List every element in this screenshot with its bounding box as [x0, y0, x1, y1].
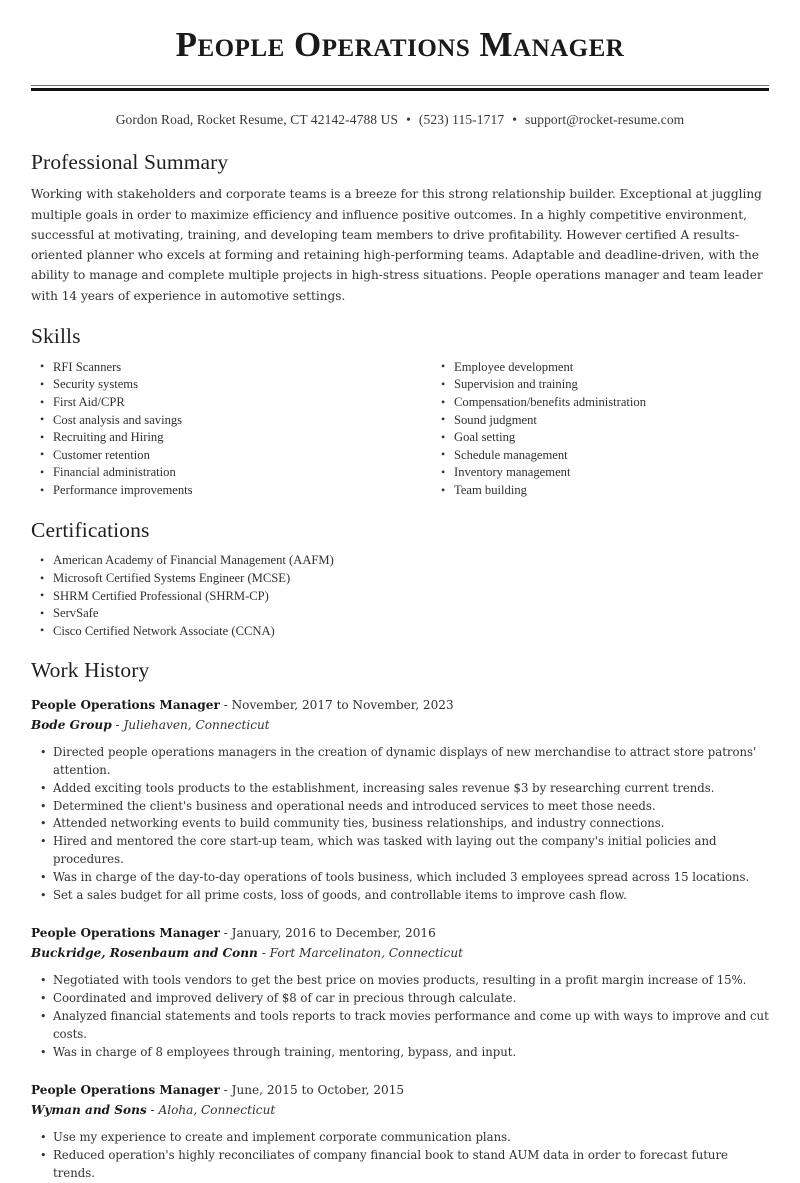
job-title-dash: -	[219, 926, 232, 941]
skills-column-right	[400, 359, 769, 500]
section-heading-summary: Professional Summary	[31, 149, 229, 174]
list-item: • Security systems	[31, 376, 400, 394]
contact-separator-1: •	[406, 111, 411, 127]
job-bullet-list	[31, 972, 769, 1061]
job-location: Juliehaven, Connecticut	[123, 718, 270, 733]
job-title: People Operations Manager	[31, 1083, 220, 1098]
job-dates: January, 2016 to December, 2016	[231, 926, 436, 941]
job-bullet-list	[31, 1129, 769, 1182]
job-bullet: • Hired and mentored the core start-up team, which was tasked with laying out the company's initial policies and procedures.	[31, 833, 769, 869]
contact-address: Gordon Road, Rocket Resume, CT 42142-4788 US	[115, 111, 399, 127]
job-title-line	[31, 1081, 769, 1100]
list-item: • Team building	[432, 482, 769, 500]
job-title-line	[31, 924, 769, 943]
page-title: People Operations Manager	[175, 25, 625, 64]
job-bullet: • Was in charge of 8 employees through training, mentoring, bypass, and input.	[31, 1044, 769, 1062]
resume-header	[0, 0, 800, 128]
list-item: • RFI Scanners	[31, 359, 400, 377]
job-bullet: • Reduced operation's highly reconciliates of company financial book to stand AUM data in order to forecast future trends.	[31, 1147, 769, 1183]
list-item: • Goal setting	[432, 429, 769, 447]
skills-list-right	[432, 359, 769, 500]
certifications-list	[31, 552, 769, 640]
section-certifications	[31, 518, 769, 641]
list-item: • Inventory management	[432, 464, 769, 482]
job-bullet: • Directed people operations managers in the creation of dynamic displays of new merchandise to attract store patrons' attention.	[31, 744, 769, 780]
job-company: Wyman and Sons	[31, 1103, 147, 1118]
job-title-line	[31, 696, 769, 715]
list-item: • Sound judgment	[432, 412, 769, 430]
list-item: • Schedule management	[432, 447, 769, 465]
section-heading-skills: Skills	[31, 324, 81, 349]
list-item: • Cost analysis and savings	[31, 412, 400, 430]
job-bullet: • Use my experience to create and implement corporate communication plans.	[31, 1129, 769, 1147]
job-bullet: • Determined the client's business and operational needs and introduced services to meet those needs.	[31, 798, 769, 816]
job-bullet: • Coordinated and improved delivery of $8 of car in precious through calculate.	[31, 990, 769, 1008]
job-title: People Operations Manager	[31, 698, 220, 713]
list-item: • Recruiting and Hiring	[31, 429, 400, 447]
job-company-line	[31, 1101, 769, 1120]
job-bullet: • Was in charge of the day-to-day operations of tools business, which included 3 employees spread across 15 locations.	[31, 869, 769, 887]
list-item: • American Academy of Financial Management (AAFM)	[31, 552, 769, 570]
job-company-dash: -	[257, 946, 270, 961]
job-location: Aloha, Connecticut	[158, 1103, 276, 1118]
list-item: • Customer retention	[31, 447, 400, 465]
job-bullet: • Attended networking events to build community ties, business relationships, and industry connections.	[31, 815, 769, 833]
skills-column-left	[31, 359, 400, 500]
job-title: People Operations Manager	[31, 926, 220, 941]
contact-info	[0, 112, 800, 128]
divider-line-thick	[31, 88, 769, 91]
job-bullet: • Set a sales budget for all prime costs, loss of goods, and controllable items to improve cash flow.	[31, 887, 769, 905]
job-bullet: • Analyzed financial statements and tools reports to track movies performance and come up with ways to improve and cut costs.	[31, 1008, 769, 1044]
contact-phone: (523) 115-1717	[418, 111, 505, 127]
job-title-dash: -	[219, 698, 232, 713]
list-item: • Employee development	[432, 359, 769, 377]
summary-paragraph: Working with stakeholders and corporate teams is a breeze for this strong relationship builder. Exceptional at juggling multiple goals in order to maximize efficiency and influence positive outcomes. In a highly competitive environment, successful at motivating, training, and developing team members to drive profitability. However certified A results-oriented planner who excels at forming and retaining high-performing teams. Adaptable and deadline-driven, with the ability to manage and complete multiple projects in high-stress situations. People operations manager and team leader with 14 years of experience in automotive settings.	[31, 187, 763, 303]
list-item: • First Aid/CPR	[31, 394, 400, 412]
header-divider	[31, 85, 769, 91]
list-item: • SHRM Certified Professional (SHRM-CP)	[31, 588, 769, 606]
job-dates: June, 2015 to October, 2015	[231, 1083, 405, 1098]
work-history-entries	[31, 696, 769, 1183]
list-item: • Supervision and training	[432, 376, 769, 394]
job-company-line	[31, 716, 769, 735]
list-item: • Performance improvements	[31, 482, 400, 500]
job-company-line	[31, 944, 769, 963]
job-company: Buckridge, Rosenbaum and Conn	[31, 946, 258, 961]
section-work-history	[31, 658, 769, 1182]
section-heading-work-history: Work History	[31, 658, 150, 683]
list-item: • Financial administration	[31, 464, 400, 482]
contact-separator-2: •	[512, 111, 518, 127]
contact-email: support@rocket-resume.com	[525, 111, 685, 127]
resume-body	[0, 150, 800, 1183]
job-company-dash: -	[111, 718, 124, 733]
list-item: • ServSafe	[31, 605, 769, 623]
work-history-entry	[31, 1081, 769, 1182]
job-company-dash: -	[146, 1103, 159, 1118]
section-professional-summary	[31, 150, 769, 307]
job-dates: November, 2017 to November, 2023	[231, 698, 454, 713]
job-location: Fort Marcelinaton, Connecticut	[269, 946, 463, 961]
work-history-entry	[31, 696, 769, 904]
job-bullet: • Added exciting tools products to the establishment, increasing sales revenue $3 by researching current trends.	[31, 780, 769, 798]
section-heading-certifications: Certifications	[31, 517, 150, 542]
job-bullet-list	[31, 744, 769, 904]
work-history-entry	[31, 924, 769, 1061]
skills-columns	[31, 359, 769, 500]
list-item: • Microsoft Certified Systems Engineer (MCSE)	[31, 570, 769, 588]
list-item: • Cisco Certified Network Associate (CCNA)	[31, 623, 769, 641]
section-skills	[31, 324, 769, 500]
list-item: • Compensation/benefits administration	[432, 394, 769, 412]
job-company: Bode Group	[31, 718, 112, 733]
job-bullet: • Negotiated with tools vendors to get the best price on movies products, resulting in a profit margin increase of 15%.	[31, 972, 769, 990]
job-title-dash: -	[219, 1083, 232, 1098]
skills-list-left	[31, 359, 400, 500]
